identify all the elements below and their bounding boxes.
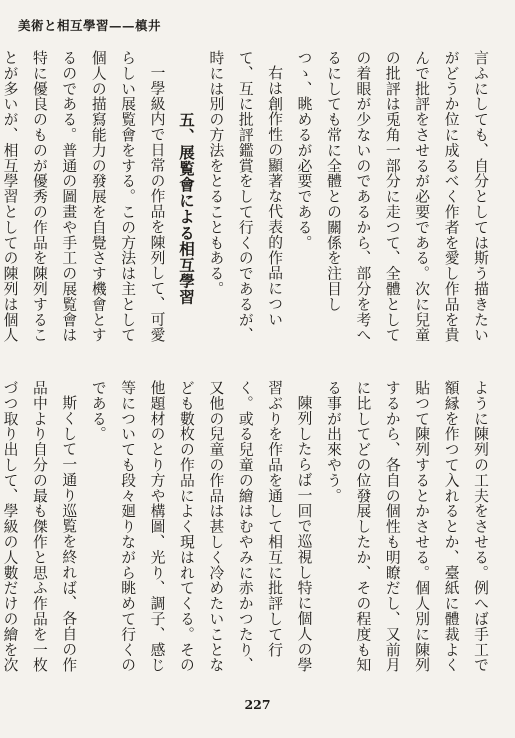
paragraph: 一學級内で日常の作品を陳列して、可愛らしい展覧會をする。この方法は主として個人の描寫能力の發展を自覺さす機會とするのである。普通の圖畫や手工の展覧會は特に優良のものが優秀の作品を陳列することが多いが、相互學習としての陳列は個人 (1, 50, 166, 343)
paragraph: 右は創作性の顯著な代表的作品について、互に批評鑑賞をして行くのであるが、時には別の方法をとることもある。 (207, 50, 284, 343)
section-heading: 五、展覧會による相互學習 (176, 112, 196, 306)
page-number: 227 (244, 697, 271, 712)
paragraph: ように陳列の工夫をさせる。例へば手工で額縁を作つて入れるとか、臺紙に體裁よく貼つて陳列するとかさせる。個人別に陳列するから、各自の個性も明瞭だし、又前月に比してどの位發展したか、その程度も知る事が出來やう。 (324, 380, 489, 673)
paragraph: 言ふにしても、自分としては斯う描きたいがどうか位に成るべく作者を愛し作品を貴んで批評をさせるが必要である。次に兒童の批評は兎角一部分に走つて、全體としての着眼が少ないのであるから、部分を考へるにしても常に全體との關係を注目しつゝ、眺めるが必要である。 (295, 50, 489, 343)
upper-text-block (0, 50, 495, 355)
paragraph: 陳列したらば一回で巡視し特に個人の學習ぶりを作品を通して相互に批評して行く。或る兒童の繪はむやみに赤かつたり、又他の兒童の作品は甚しく冷めたいことなども數枚の作品によく現はれてくる。その他題材のとり方や構圖、光り、調子、感じ等についても段々廻りながら眺めて行くのである。 (89, 380, 313, 673)
running-header: 美術と相互學習——槙井 (18, 18, 162, 33)
paragraph: 斯くして一通り巡覧を終れば、各自の作品中より自分の最も傑作と思ふ作品を一枚づつ取り出して、學級の人數だけの繪を次 (2, 380, 78, 673)
lower-text-block (2, 380, 495, 685)
